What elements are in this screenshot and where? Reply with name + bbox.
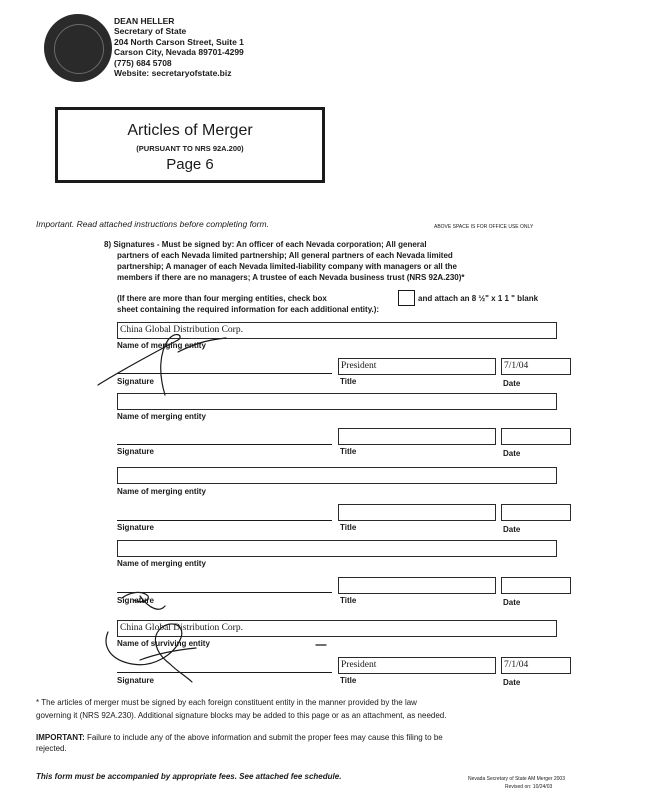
signature-2-label: Signature (117, 447, 154, 456)
website: Website: secretaryofstate.biz (114, 68, 232, 78)
revision-line-1: Nevada Secretary of State AM Merger 2003 (468, 776, 565, 782)
address-line-1: 204 North Carson Street, Suite 1 (114, 37, 244, 47)
office-use-note: ABOVE SPACE IS FOR OFFICE USE ONLY (434, 224, 534, 230)
merging-entity-2-label: Name of merging entity (117, 412, 206, 421)
address-line-2: Carson City, Nevada 89701-4299 (114, 47, 244, 57)
date-4-label: Date (503, 598, 521, 607)
section8-line-3: partnership; A manager of each Nevada limited-liability company with managers or all the (117, 262, 457, 271)
signature-1-label: Signature (117, 377, 154, 386)
checkbox-text-line-2: sheet containing the required information for each additional entity.): (117, 305, 380, 314)
title-1-label: Title (340, 377, 357, 386)
date-1-label: Date (503, 379, 521, 388)
date-1-value: 7/1/04 (504, 361, 529, 371)
merging-entity-1-value: China Global Distribution Corp. (120, 325, 243, 335)
signature-4-label: Signature (117, 596, 154, 605)
secretary-name: DEAN HELLER (114, 16, 175, 26)
signature-3-label: Signature (117, 523, 154, 532)
warning-line-1 (36, 733, 443, 742)
revision-line-2: Revised on: 10/24/03 (505, 784, 553, 790)
checkbox-text-before: (If there are more than four merging entities, check box (117, 294, 327, 303)
page-number: Page 6 (166, 156, 214, 173)
title-3-label: Title (340, 523, 357, 532)
phone: (775) 684 5708 (114, 58, 172, 68)
fee-note: This form must be accompanied by appropriate fees. See attached fee schedule. (36, 772, 342, 781)
surviving-title-label: Title (340, 676, 357, 685)
section8-line-1: 8) Signatures - Must be signed by: An officer of each Nevada corporation; All general (104, 240, 427, 249)
surviving-signature-stroke (106, 624, 196, 682)
surviving-title-value: President (341, 660, 377, 670)
merging-entity-3-label: Name of merging entity (117, 487, 206, 496)
title-1-value: President (341, 361, 377, 371)
section8-line-4: members if there are no managers; A trustee of each Nevada business trust (NRS 92A.230)* (117, 273, 465, 282)
merging-entity-4-label: Name of merging entity (117, 559, 206, 568)
warning-label: IMPORTANT: (36, 733, 85, 742)
checkbox-text-after: and attach an 8 ½" x 1 1 " blank (418, 294, 539, 303)
date-3-label: Date (503, 525, 521, 534)
form-subtitle: (PURSUANT TO NRS 92A.200) (136, 144, 244, 153)
surviving-date-value: 7/1/04 (504, 660, 529, 670)
warning-text: Failure to include any of the above information and submit the proper fees may cause this filing to be (86, 733, 443, 742)
title-2-label: Title (340, 447, 357, 456)
merging-entity-1-label: Name of merging entity (117, 341, 206, 350)
surviving-entity-value: China Global Distribution Corp. (120, 623, 243, 633)
footnote-line-2: governing it (NRS 92A.230). Additional signature blocks may be added to this page or as an attachment, as needed. (36, 711, 447, 720)
surviving-signature-label: Signature (117, 676, 154, 685)
title-4-label: Title (340, 596, 357, 605)
surviving-date-label: Date (503, 678, 521, 687)
warning-line-2: rejected. (36, 744, 67, 753)
secretary-office: Secretary of State (114, 26, 187, 36)
date-2-label: Date (503, 449, 521, 458)
signature-4-stroke (122, 592, 165, 609)
section8-line-2: partners of each Nevada limited partnership; All general partners of each Nevada limited (117, 251, 453, 260)
signature-1-stroke (98, 335, 226, 395)
footnote-line-1: * The articles of merger must be signed by each foreign constituent entity in the manner provided by the law (36, 698, 417, 707)
form-title: Articles of Merger (127, 122, 253, 139)
surviving-entity-label: Name of surviving entity (117, 639, 210, 648)
instructions-note: Important. Read attached instructions before completing form. (36, 219, 269, 229)
